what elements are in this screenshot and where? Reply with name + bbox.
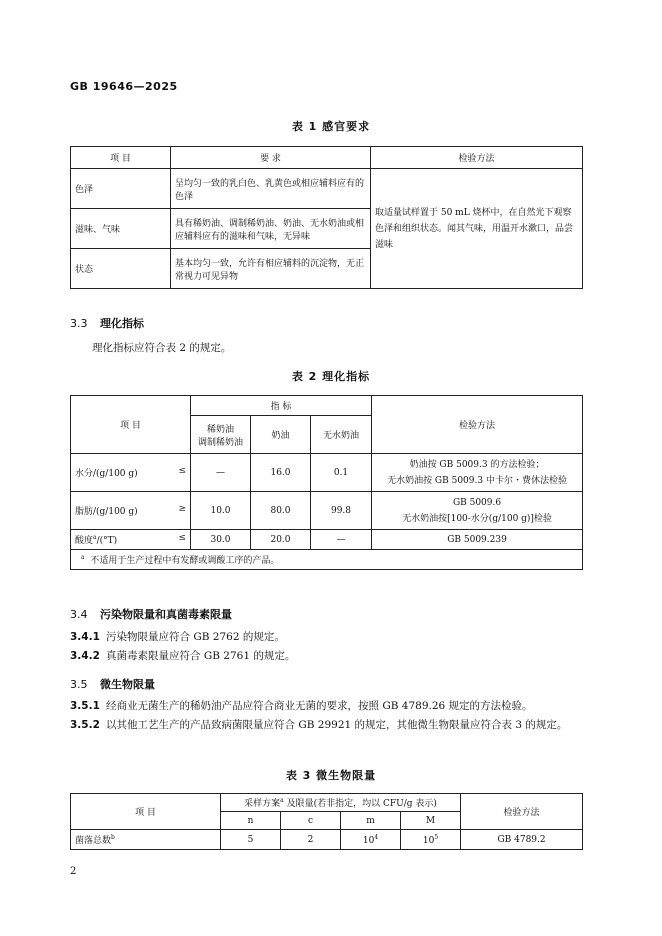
table3-header-M: M [401,812,461,830]
clause-number: 3.5.1 [70,700,100,712]
section-3-5-heading [70,676,155,692]
table3-header-plan [221,794,461,812]
table-row [71,530,583,550]
method-line: 无水奶油按 GB 5009.3 中卡尔・费休法检验 [387,475,567,486]
table2-header-method: 检验方法 [372,396,583,454]
table1-item: 滋味、气味 [71,209,171,249]
table2-item [71,530,191,550]
table3-header-item: 项 目 [71,794,221,830]
plan-label-suffix: 及限量(若非指定，均以 CFU/g 表示) [283,799,437,809]
table3-header-method: 检验方法 [461,794,583,830]
footnote-mark: a [280,797,284,804]
section-title: 微生物限量 [100,678,155,691]
section-3-3-heading [70,315,144,331]
clause-number: 3.5.2 [70,719,100,731]
standard-number: GB 19646—2025 [70,80,178,93]
footnote-mark: a [81,554,85,561]
table2-value: 10.0 [191,492,251,530]
clause-text: 真菌毒素限量应符合 GB 2761 的规定。 [106,650,296,662]
table1-requirement: 基本均匀一致，允许有相应辅料的沉淀物，无正常视力可见异物 [171,249,371,289]
table3-header-n: n [221,812,281,830]
section-3-4-heading [70,606,232,622]
power-exponent: 5 [434,833,439,841]
table2-header-index: 指 标 [191,396,372,416]
table3-method: GB 4789.2 [461,830,583,850]
table1-header-requirement: 要 求 [171,147,371,169]
method-line: 奶油按 GB 5009.3 的方法检验； [409,459,545,470]
table3-value-c: 2 [281,830,341,850]
table3-item [71,830,221,850]
table2-footnote [71,550,583,570]
table2-header-item: 项 目 [71,396,191,454]
clause-text: 经商业无菌生产的稀奶油产品应符合商业无菌的要求，按照 GB 4789.26 规定的方法检验。 [106,700,533,712]
table-row [71,454,583,492]
plan-label: 采样方案 [244,799,281,809]
table3-caption: 表 3 微生物限量 [285,769,377,782]
table1-sensory-requirements [70,146,583,289]
table1-item: 色泽 [71,169,171,209]
method-line: GB 5009.6 [452,497,502,508]
table2-method [372,492,583,530]
table1-requirement: 具有稀奶油、调制稀奶油、奶油、无水奶油或相应辅料应有的滋味和气味，无异味 [171,209,371,249]
table2-physicochemical [70,395,583,570]
item-name: 脂肪/(g/100 g) [75,507,138,517]
table2-value: — [311,530,372,550]
footnote-mark: a [93,534,97,541]
power-base: 10 [422,835,435,846]
table3-header-m: m [341,812,401,830]
table1-requirement: 呈均匀一致的乳白色、乳黄色或相应辅料应有的色泽 [171,169,371,209]
table3-microbial-limits [70,793,583,850]
table2-value: 16.0 [251,454,311,492]
table2-value: 80.0 [251,492,311,530]
clause-3-4-1 [70,628,582,646]
table3-value-n: 5 [221,830,281,850]
page-number: 2 [70,866,77,877]
table1-item: 状态 [71,249,171,289]
power-exponent: 4 [374,833,379,841]
power-base: 10 [362,835,375,846]
section-number: 3.5 [70,678,88,691]
table2-value: 20.0 [251,530,311,550]
comparison-symbol: ≤ [178,533,186,543]
table2-caption: 表 2 理化指标 [291,370,371,383]
item-name: 酸度 [75,536,94,546]
table-row [71,492,583,530]
section-title: 污染物限量和真菌毒素限量 [100,608,232,621]
clause-text: 污染物限量应符合 GB 2762 的规定。 [106,631,285,643]
table2-value: 0.1 [311,454,372,492]
table3-value-M [401,830,461,850]
table2-item [71,454,191,492]
table2-header-anhydrous: 无水奶油 [311,416,372,454]
table3-value-m [341,830,401,850]
section-title: 理化指标 [100,317,144,330]
clause-text: 以其他工艺生产的产品致病菌限量应符合 GB 29921 的规定，其他微生物限量应符合表 3 的规定。 [106,719,568,731]
table2-item [71,492,191,530]
clause-3-5-1 [70,697,582,715]
item-unit: /(°T) [96,536,118,546]
item-name: 菌落总数 [75,836,112,846]
footnote-text: 不适用于生产过程中有发酵或调酸工序的产品。 [90,556,280,566]
method-line: 无水奶油按[100-水分(g/100 g)]检验 [402,513,552,524]
table-row [71,830,583,850]
table1-header-method: 检验方法 [371,147,583,169]
comparison-symbol: ≤ [178,466,186,476]
footnote-mark: b [111,834,115,841]
table2-footnote-row [71,550,583,570]
item-name: 水分/(g/100 g) [75,469,138,479]
clause-3-5-2 [70,716,582,734]
table2-value: 30.0 [191,530,251,550]
table2-header-butter: 奶油 [251,416,311,454]
table2-value: 99.8 [311,492,372,530]
table2-header-cream-line1: 稀奶油 [206,424,234,435]
table2-header-cream-line2: 调制稀奶油 [197,437,243,448]
clause-number: 3.4.2 [70,650,100,662]
table3-header-c: c [281,812,341,830]
table2-method: GB 5009.239 [372,530,583,550]
table1-method: 取适量试样置于 50 mL 烧杯中，在自然光下观察色泽和组织状态。闻其气味，用温开水漱口，品尝滋味 [371,169,583,289]
table1-header-item: 项 目 [71,147,171,169]
section-number: 3.4 [70,608,88,621]
section-3-3-text: 理化指标应符合表 2 的规定。 [92,342,232,354]
comparison-symbol: ≥ [178,504,186,514]
table-row [71,169,583,209]
clause-3-4-2 [70,647,582,665]
clause-number: 3.4.1 [70,631,100,643]
table2-header-cream [191,416,251,454]
table1-caption: 表 1 感官要求 [291,120,371,133]
section-number: 3.3 [70,317,88,330]
table2-method [372,454,583,492]
table2-value: — [191,454,251,492]
